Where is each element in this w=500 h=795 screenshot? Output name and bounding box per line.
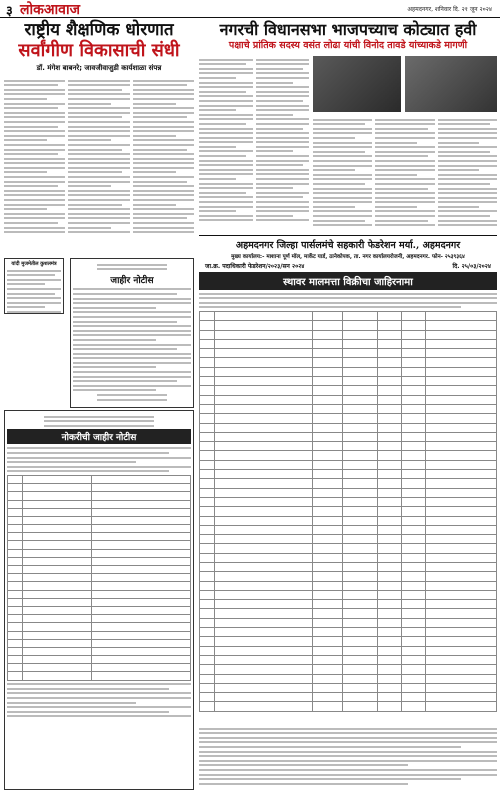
right-body-lower (313, 116, 497, 229)
property-table (199, 311, 497, 712)
left-body-col-2 (68, 77, 129, 236)
small-advert-title: यांदी मुजमेतील कुशलमंत्र (11, 261, 57, 267)
left-body-columns (4, 77, 194, 236)
news-photo-2 (405, 56, 497, 112)
recruitment-table (7, 475, 191, 681)
federation-notice (199, 235, 497, 712)
federation-footer (199, 725, 497, 787)
notice-title: जाहीर नोटीस (110, 275, 154, 286)
left-headline-line1: राष्ट्रीय शैक्षणिक धोरणात (24, 20, 174, 40)
left-body-col-3 (133, 77, 194, 236)
federation-address: मुख्य कार्यालय:- माशाना पूर्ण मॉल, मार्केट यार्ड, ठानेकोपक, ता. नगर कार्यालयरोजनी, अहमदनगर. फोन- २५३९३६४ (231, 254, 465, 260)
left-body-col-1 (4, 77, 65, 236)
right-headline: नगरची विधानसभा भाजपच्याच कोट्यात हवी (219, 20, 477, 39)
left-story (4, 20, 194, 236)
masthead (0, 0, 500, 18)
federation-intro (199, 293, 497, 309)
left-byline: डॉ. मंगेश बाबनरे; जावजीवाजुडी कार्यशाळा संपन्न (36, 64, 162, 72)
federation-refs (199, 262, 497, 270)
right-body-left (199, 56, 309, 224)
recruitment-notice (4, 410, 194, 790)
right-subheadline: पक्षाचे प्रांतिक सदस्य वसंत लोढा यांची विनोद तावडे यांच्याकडे मागणी (228, 40, 468, 51)
right-story (199, 20, 497, 52)
page-number: ३ (6, 4, 13, 19)
newspaper-logo: लोकआवाज (20, 2, 80, 18)
federation-ref-number: जा.क्र. पदाधिकारी फेडरेशन/२०२३/सन २०२४ (205, 263, 305, 270)
small-advert (4, 258, 64, 314)
federation-ref-date: दि. २५/०३/२०२४ (452, 263, 491, 270)
recruitment-title: नोकरीची जाहीर नोटीस (7, 429, 191, 444)
federation-title: अहमदनगर जिल्हा पार्सलमंचे सहकारी फेडरेशन मर्या., अहमदनगर (235, 240, 461, 251)
left-headline-line2: सर्वांगीण विकासाची संधी (18, 40, 180, 61)
public-notice (70, 258, 194, 408)
federation-band-title: स्थावर मालमत्ता विक्रीचा जाहिरनामा (199, 272, 497, 290)
news-photo-1 (313, 56, 401, 112)
dateline: अहमदनगर, शनिवार दि. २१ जून २०२४ (407, 6, 492, 13)
